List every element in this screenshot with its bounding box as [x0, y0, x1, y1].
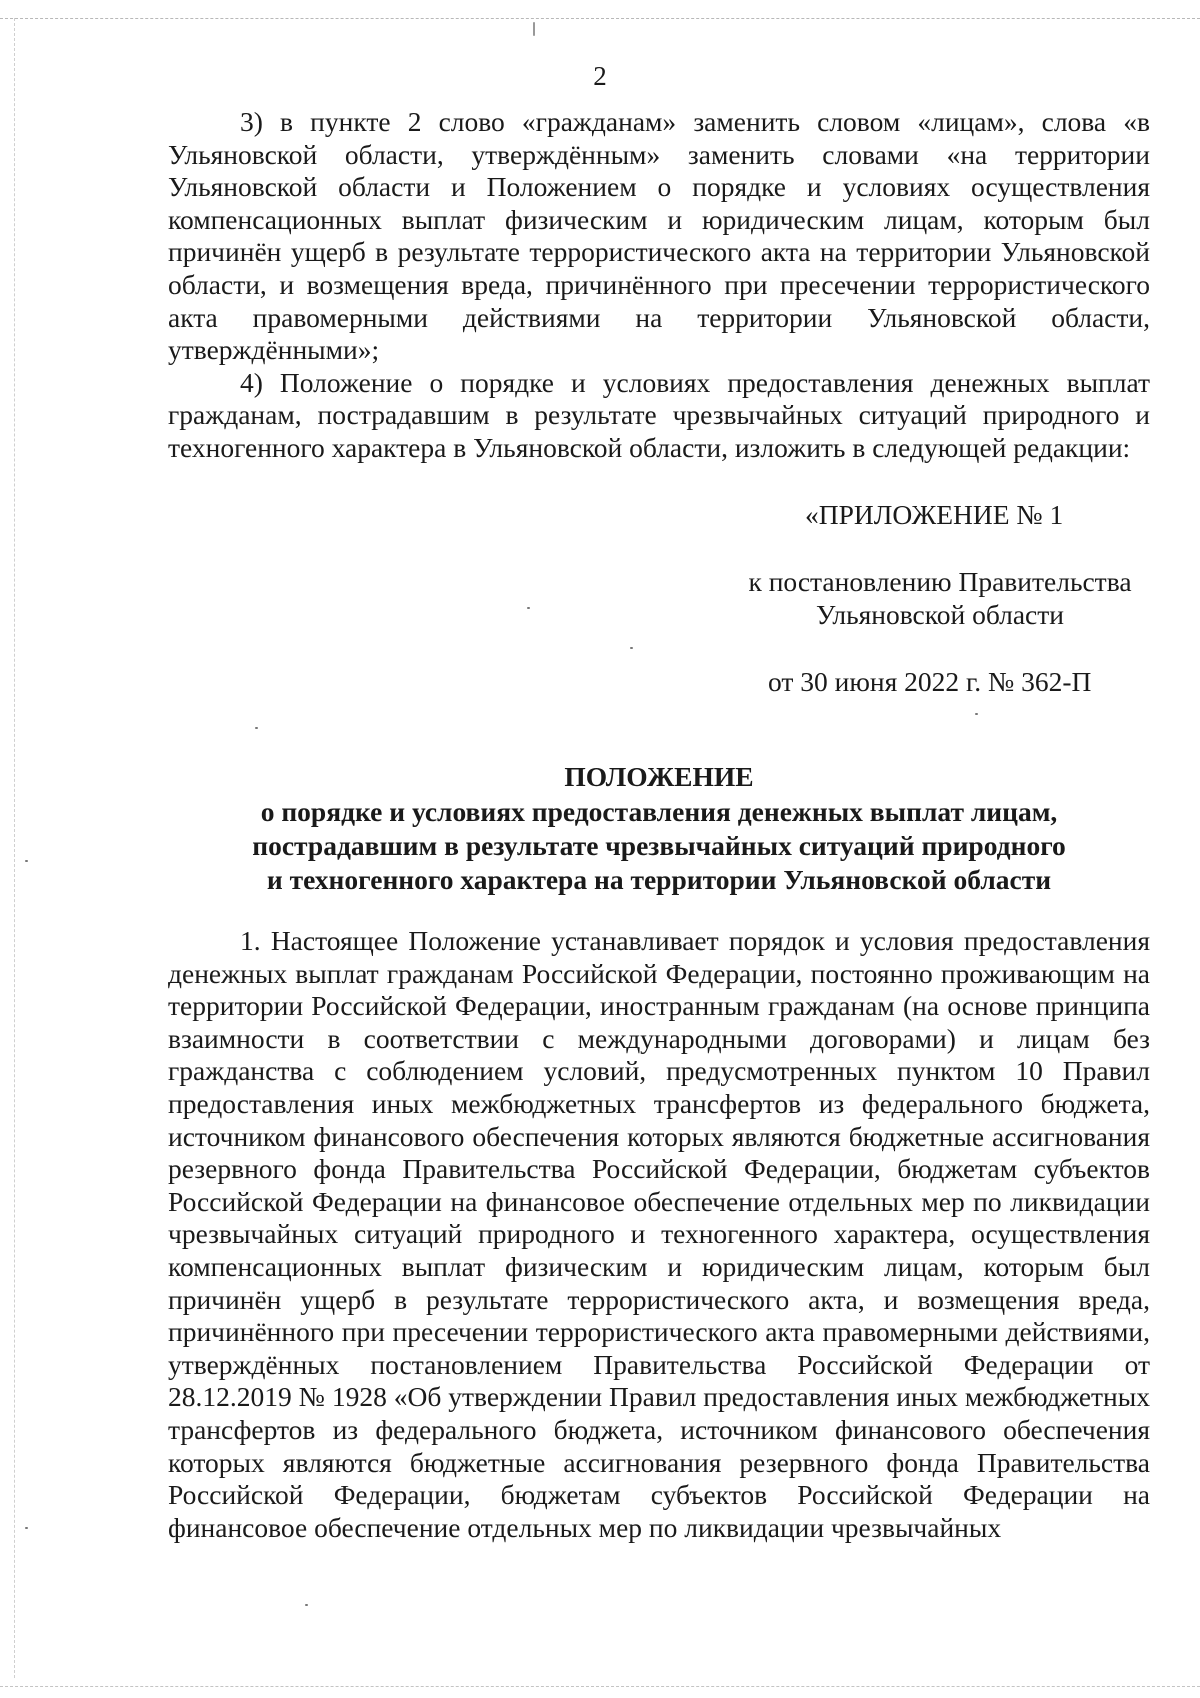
scan-speck: [630, 647, 633, 649]
scan-speck: [975, 713, 978, 715]
scan-speck: [25, 860, 28, 862]
regulation-subtitle-line1: о порядке и условиях предоставления денежных выплат лицам,: [260, 796, 1058, 827]
regulation-subtitle-line3: и техногенного характера на территории Ульяновской области: [266, 864, 1052, 895]
scan-edge-bottom: [0, 1686, 1200, 1687]
appendix-date: от 30 июня 2022 г. № 362-П: [768, 666, 1092, 697]
page-number: 2: [593, 61, 607, 91]
regulation-subtitle-line2: пострадавшим в результате чрезвычайных ситуаций природного: [252, 830, 1066, 861]
regulation-subtitle: [168, 795, 1150, 897]
regulation-title: ПОЛОЖЕНИЕ: [564, 761, 754, 792]
scan-speck: [255, 727, 258, 729]
appendix-reference-line1: к постановлению Правительства: [748, 566, 1132, 597]
regulation-body: [168, 925, 1150, 1544]
scan-edge-top: [0, 18, 1200, 19]
appendix-title: «ПРИЛОЖЕНИЕ № 1: [805, 499, 1064, 530]
scan-speck: [305, 1604, 308, 1606]
scan-speck: [533, 22, 535, 36]
amendment-item-4: 4) Положение о порядке и условиях предоставления денежных выплат гражданам, пострадавшим в результате чрезвычайных ситуаций природного и техногенного характера в Ульяновской области, изложить в следующей редакции:: [168, 366, 1150, 463]
scan-edge-left: [14, 18, 15, 1678]
scan-speck: [25, 1527, 28, 1529]
amendment-items: [168, 106, 1150, 465]
regulation-paragraph-1: 1. Настоящее Положение устанавливает порядок и условия предоставления денежных выплат гражданам Российской Федерации, постоянно проживающим на территории Российской Федерации, иностранным гражданам (на основе принципа взаимности в соответствии с международными договорами) и лицам без гражданства с соблюдением условий, предусмотренных пунктом 10 Правил предоставления иных межбюджетных трансфертов из федерального бюджета, источником финансового обеспечения которых являются бюджетные ассигнования резервного фонда Правительства Российской Федерации, бюджетам субъектов Российской Федерации на финансовое обеспечение отдельных мер по ликвидации чрезвычайных ситуаций природного и техногенного характера, осуществления компенсационных выплат физическим и юридическим лицам, которым был причинён ущерб в результате террористического акта, и возмещения вреда, причинённого при пресечении террористического акта правомерными действиями, утверждённых постановлением Правительства Российской Федерации от 28.12.2019 № 1928 «Об утверждении Правил предоставления иных межбюджетных трансфертов из федерального бюджета, источником финансового обеспечения которых являются бюджетные ассигнования резервного фонда Правительства Российской Федерации, бюджетам субъектов Российской Федерации на финансовое обеспечение отдельных мер по ликвидации чрезвычайных: [168, 925, 1150, 1543]
appendix-reference-line2: Ульяновской области: [815, 598, 1064, 630]
scan-speck: [527, 607, 530, 609]
amendment-item-3: 3) в пункте 2 слово «гражданам» заменить словом «лицам», слова «в Ульяновской области, утверждённым» заменить словами «на территории Ульяновской области и Положением о порядке и условиях осуществления компенсационных выплат физическим и юридическим лицам, которым был причинён ущерб в результате террористического акта на территории Ульяновской области, и возмещения вреда, причинённого при пресечении террористического акта правомерными действиями на территории Ульяновской области, утверждёнными»;: [168, 106, 1150, 366]
appendix-reference: [740, 566, 1140, 631]
